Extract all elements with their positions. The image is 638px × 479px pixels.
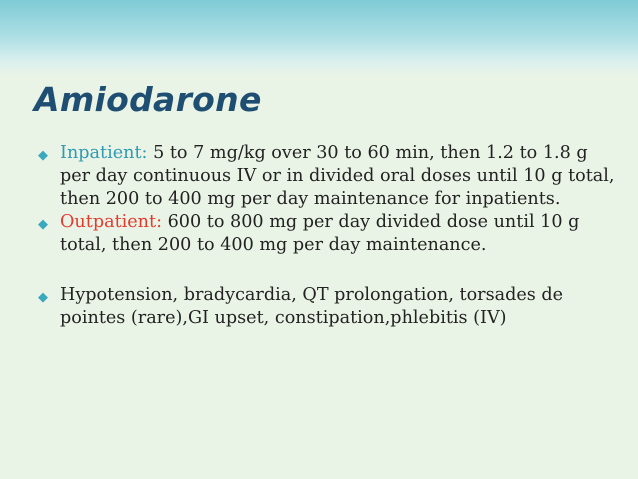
inpatient-label: Inpatient: [60,143,148,163]
bullet-item-adverse-effects [34,284,619,330]
slide-title: Amiodarone [34,80,262,119]
top-decorative-band [0,0,638,76]
bullet-item-outpatient [34,211,619,257]
diamond-bullet-icon: ◆ [38,217,48,232]
inpatient-text: 5 to 7 mg/kg over 30 to 60 min, then 1.2 to 1.8 g per day continuous IV or in divided oral doses until 10 g total, then 200 to 400 mg per day maintenance for inpatients. [60,143,615,209]
diamond-bullet-icon: ◆ [38,148,48,163]
diamond-bullet-icon: ◆ [38,290,48,305]
bullet-list [34,142,619,330]
outpatient-text: 600 to 800 mg per day divided dose until 10 g total, then 200 to 400 mg per day maintenance. [60,212,580,255]
adverse-effects-text: Hypotension, bradycardia, QT prolongation, torsades de pointes (rare),GI upset, constipation,phlebitis (IV) [60,285,564,328]
bullet-item-inpatient [34,142,619,211]
outpatient-label: Outpatient: [60,212,163,232]
